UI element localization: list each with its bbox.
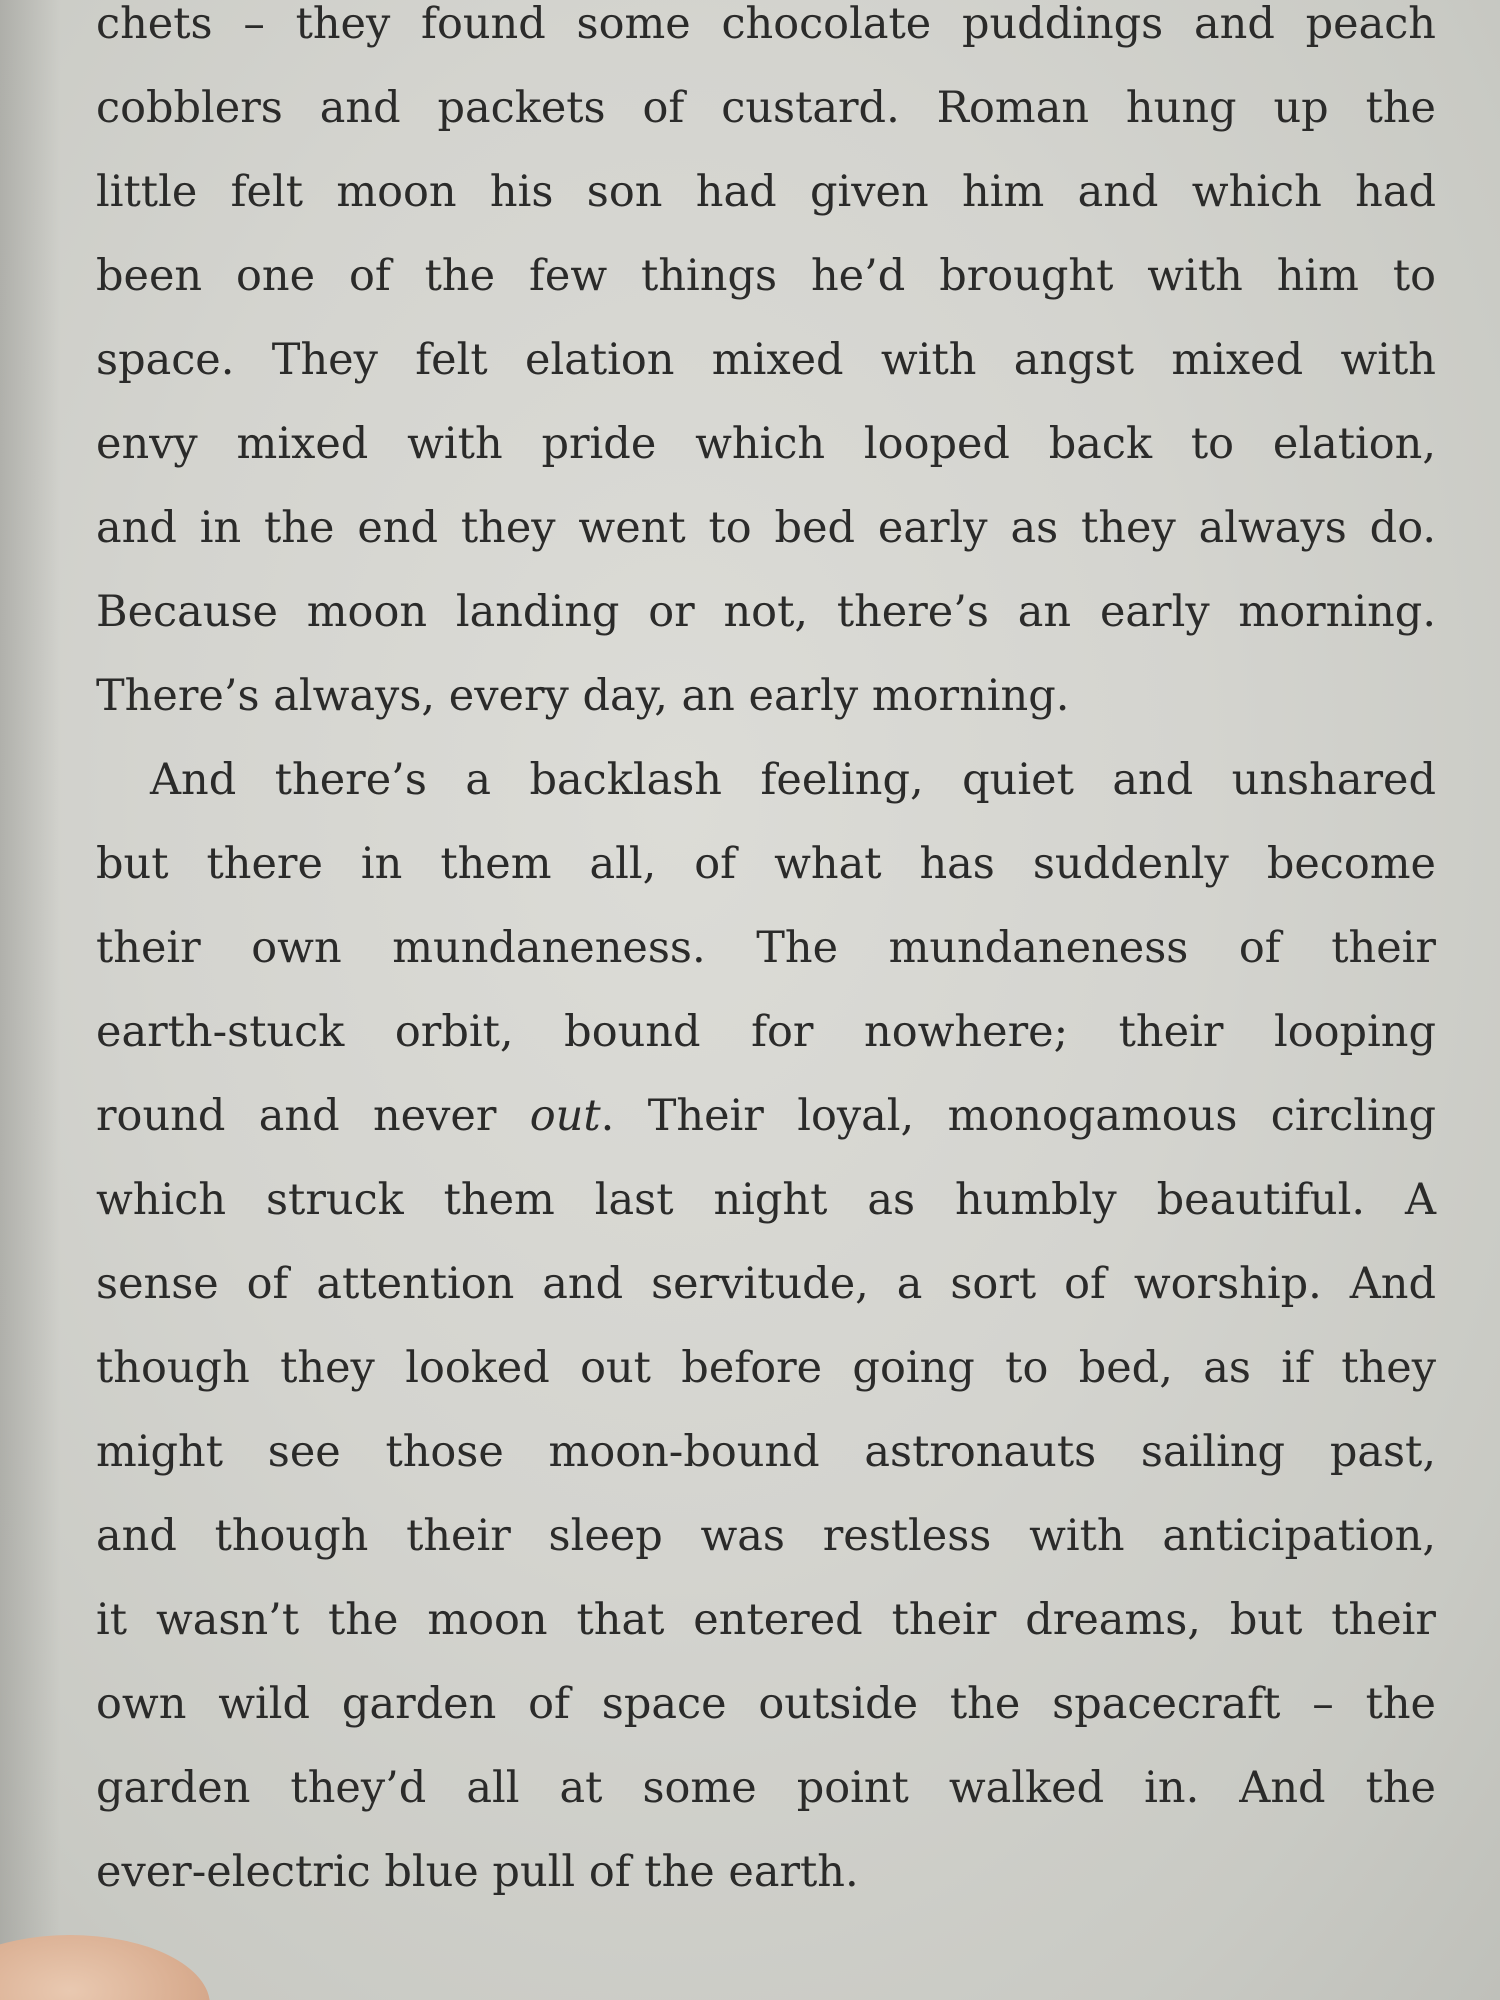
- text-line-with-italic: [96, 1074, 1436, 1158]
- italic-word: out: [529, 1091, 601, 1141]
- text-line: though they looked out before going to bed, as if they: [96, 1343, 1436, 1393]
- text-line: garden they’d all at some point walked in. And the: [96, 1763, 1436, 1813]
- text-line: and though their sleep was restless with anticipation,: [96, 1511, 1436, 1561]
- text-line: own wild garden of space outside the spacecraft – the: [96, 1679, 1436, 1729]
- page-gutter-shadow: [0, 0, 60, 2000]
- text-line: cobblers and packets of custard. Roman hung up the: [96, 83, 1436, 133]
- text-line: been one of the few things he’d brought with him to: [96, 251, 1436, 301]
- text-line: little felt moon his son had given him and which had: [96, 167, 1436, 217]
- text-line: earth-stuck orbit, bound for nowhere; their looping: [96, 1007, 1436, 1057]
- paragraph-start-line: And there’s a backlash feeling, quiet and unshared: [150, 755, 1436, 805]
- text-line: their own mundaneness. The mundaneness of their: [96, 923, 1436, 973]
- text-line: which struck them last night as humbly beautiful. A: [96, 1175, 1436, 1225]
- text-line: might see those moon-bound astronauts sailing past,: [96, 1427, 1436, 1477]
- text-line: but there in them all, of what has suddenly become: [96, 839, 1436, 889]
- text-segment: round and never: [96, 1091, 530, 1141]
- text-line: and in the end they went to bed early as they always do.: [96, 503, 1436, 553]
- text-line: Because moon landing or not, there’s an early morning.: [96, 587, 1436, 637]
- text-line: chets – they found some chocolate puddings and peach: [96, 0, 1436, 49]
- text-segment: . Their loyal, monogamous circling: [600, 1091, 1437, 1141]
- text-line: There’s always, every day, an early morning.: [96, 671, 1070, 721]
- text-line: it wasn’t the moon that entered their dreams, but their: [96, 1595, 1436, 1645]
- text-line: ever-electric blue pull of the earth.: [96, 1847, 859, 1897]
- body-text: [96, 0, 1436, 1914]
- text-line: space. They felt elation mixed with angst mixed with: [96, 335, 1436, 385]
- text-line: sense of attention and servitude, a sort of worship. And: [96, 1259, 1436, 1309]
- text-line: envy mixed with pride which looped back to elation,: [96, 419, 1436, 469]
- thumb: [0, 1935, 210, 2000]
